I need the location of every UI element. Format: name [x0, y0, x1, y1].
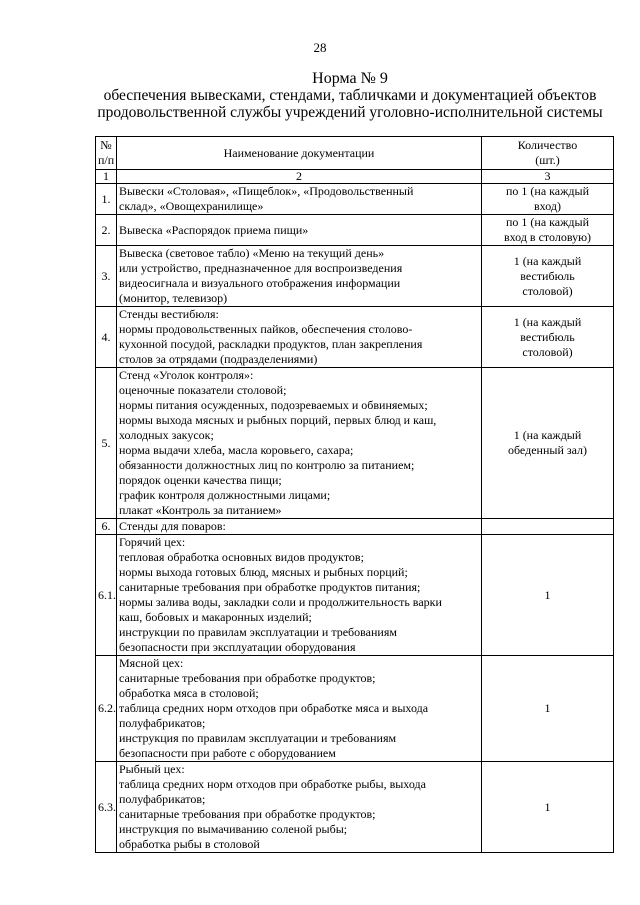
document-name-line: порядок оценки качества пищи; [119, 473, 282, 487]
document-name-line: обработка рыбы в столовой [119, 837, 260, 851]
quantity-line: по 1 (на каждый [505, 184, 590, 198]
document-name-line: Стенды вестибюля: [119, 307, 219, 321]
row-number: 6.3. [96, 762, 117, 853]
document-name-line: кухонной посудой, раскладки продуктов, план закрепления [119, 337, 423, 351]
quantity-line: столовой) [522, 344, 573, 359]
document-name-line: график контроля должностными лицами; [119, 488, 331, 502]
quantity [482, 762, 614, 853]
row-number: 1. [96, 184, 117, 215]
document-name-line: плакат «Контроль за питанием» [119, 503, 282, 517]
row-number: 6.1. [96, 535, 117, 656]
document-name-line: видеосигнала и визуального отображения информации [119, 276, 401, 290]
quantity-line: 1 [544, 799, 551, 814]
document-name-line: полуфабрикатов; [119, 792, 206, 806]
row-number: 4. [96, 307, 117, 368]
quantity-line: 1 (на каждый [513, 428, 582, 442]
quantity-line: вход в столовую) [503, 230, 592, 244]
document-name-line: обработка мяса в столовой; [119, 686, 259, 700]
table-row [96, 184, 614, 215]
document-name-line: санитарные требования при обработке продуктов; [119, 671, 376, 685]
document-name-line: нормы питания осужденных, подозреваемых и обвиняемых; [119, 398, 428, 412]
quantity-line: вестибюль [520, 329, 575, 344]
document-name-line: полуфабрикатов; [119, 716, 206, 730]
document-title [60, 70, 640, 121]
page-number: 28 [313, 40, 327, 55]
column-number: 1 [96, 170, 117, 184]
row-number: 3. [96, 246, 117, 307]
document-name-line: таблица средних норм отходов при обработке мяса и выхода [119, 701, 429, 715]
document-name-line: (монитор, телевизор) [119, 291, 228, 305]
table-row [96, 368, 614, 519]
quantity-line: столовой) [522, 283, 573, 298]
quantity-line: 1 [544, 587, 551, 602]
document-name-line: таблица средних норм отходов при обработке рыбы, выхода [119, 777, 426, 791]
table-row [96, 246, 614, 307]
row-number: 6. [96, 519, 117, 535]
table-row [96, 762, 614, 853]
row-number: 2. [96, 215, 117, 246]
column-number: 2 [117, 170, 482, 184]
document-name-line: нормы выхода мясных и рыбных порций, первых блюд и каш, [119, 413, 437, 427]
header-num: № п/п [96, 137, 117, 170]
row-number: 5. [96, 368, 117, 519]
norm-title: Норма № 9 [312, 70, 388, 87]
document-name-line: инструкция по вымачиванию соленой рыбы; [119, 822, 348, 836]
quantity-line: вход) [534, 199, 561, 213]
quantity [482, 215, 614, 246]
table-header-row [96, 137, 614, 170]
document-name [117, 656, 482, 762]
document-name-line: норма выдачи хлеба, масла коровьего, сахара; [119, 443, 354, 457]
document-name-line: Вывеска (световое табло) «Меню на текущий день» [119, 246, 385, 260]
table-row [96, 535, 614, 656]
document-name-line: нормы залива воды, закладки соли и продолжительность варки [119, 595, 442, 609]
table-row [96, 307, 614, 368]
quantity-line: 1 (на каждый [513, 253, 582, 268]
document-name [117, 519, 482, 535]
document-name-line: санитарные требования при обработке продуктов питания; [119, 580, 421, 594]
document-name-line: Рыбный цех: [119, 762, 185, 776]
document-name-line: нормы продовольственных пайков, обеспечения столово- [119, 322, 413, 336]
quantity-line: по 1 (на каждый [505, 215, 590, 229]
title-line-1: обеспечения вывесками, стендами, табличками и документацией объектов [103, 87, 597, 104]
table-row [96, 215, 614, 246]
quantity-line: 1 (на каждый [513, 314, 582, 329]
table-body [96, 184, 614, 853]
quantity [482, 535, 614, 656]
quantity-line: 1 [544, 701, 551, 715]
table-row [96, 656, 614, 762]
document-name-line: склад», «Овощехранилище» [119, 199, 264, 213]
document-name-line: обязанности должностных лиц по контролю за питанием; [119, 458, 415, 472]
document-name [117, 535, 482, 656]
document-name-line: или устройство, предназначенное для воспроизведения [119, 261, 403, 275]
document-name-line: тепловая обработка основных видов продуктов; [119, 550, 364, 564]
quantity-line: вестибюль [520, 268, 575, 283]
document-name-line: оценочные показатели столовой; [119, 383, 287, 397]
title-line-2: продовольственной службы учреждений уголовно-исполнительной системы [97, 104, 603, 121]
document-name-line: Вывески «Столовая», «Пищеблок», «Продовольственный [119, 184, 414, 198]
document-name-line: холодных закусок; [119, 428, 214, 442]
column-number-row [96, 170, 614, 184]
table-row [96, 519, 614, 535]
document-name-line: инструкция по правилам эксплуатации и требованиям [119, 731, 397, 745]
quantity [482, 184, 614, 215]
document-name [117, 246, 482, 307]
quantity [482, 307, 614, 368]
quantity [482, 656, 614, 762]
document-name-line: санитарные требования при обработке продуктов; [119, 807, 376, 821]
header-name: Наименование документации [117, 137, 482, 170]
column-number: 3 [482, 170, 614, 184]
document-name-line: столов за отрядами (подразделениями) [119, 352, 318, 366]
document-name [117, 215, 482, 246]
document-name-line: Стенды для поваров: [119, 519, 226, 533]
quantity-line: обеденный зал) [507, 443, 588, 457]
quantity [482, 519, 614, 535]
document-name-line: каш, бобовых и макаронных изделий; [119, 610, 312, 624]
document-name-line: Вывеска «Распорядок приема пищи» [119, 222, 309, 237]
document-name-line: нормы выхода готовых блюд, мясных и рыбных порций; [119, 565, 408, 579]
document-name [117, 184, 482, 215]
quantity [482, 246, 614, 307]
document-name-line: Стенд «Уголок контроля»: [119, 368, 254, 382]
quantity [482, 368, 614, 519]
document-name [117, 307, 482, 368]
document-name [117, 762, 482, 853]
document-name-line: безопасности при эксплуатации оборудования [119, 640, 356, 654]
header-qty: Количество (шт.) [482, 137, 614, 170]
row-number: 6.2. [96, 656, 117, 762]
document-name [117, 368, 482, 519]
document-name-line: Горячий цех: [119, 535, 186, 549]
documentation-table [95, 136, 614, 853]
document-name-line: Мясной цех: [119, 656, 184, 670]
document-name-line: инструкции по правилам эксплуатации и требованиям [119, 625, 397, 639]
document-name-line: безопасности при работе с оборудованием [119, 746, 336, 760]
